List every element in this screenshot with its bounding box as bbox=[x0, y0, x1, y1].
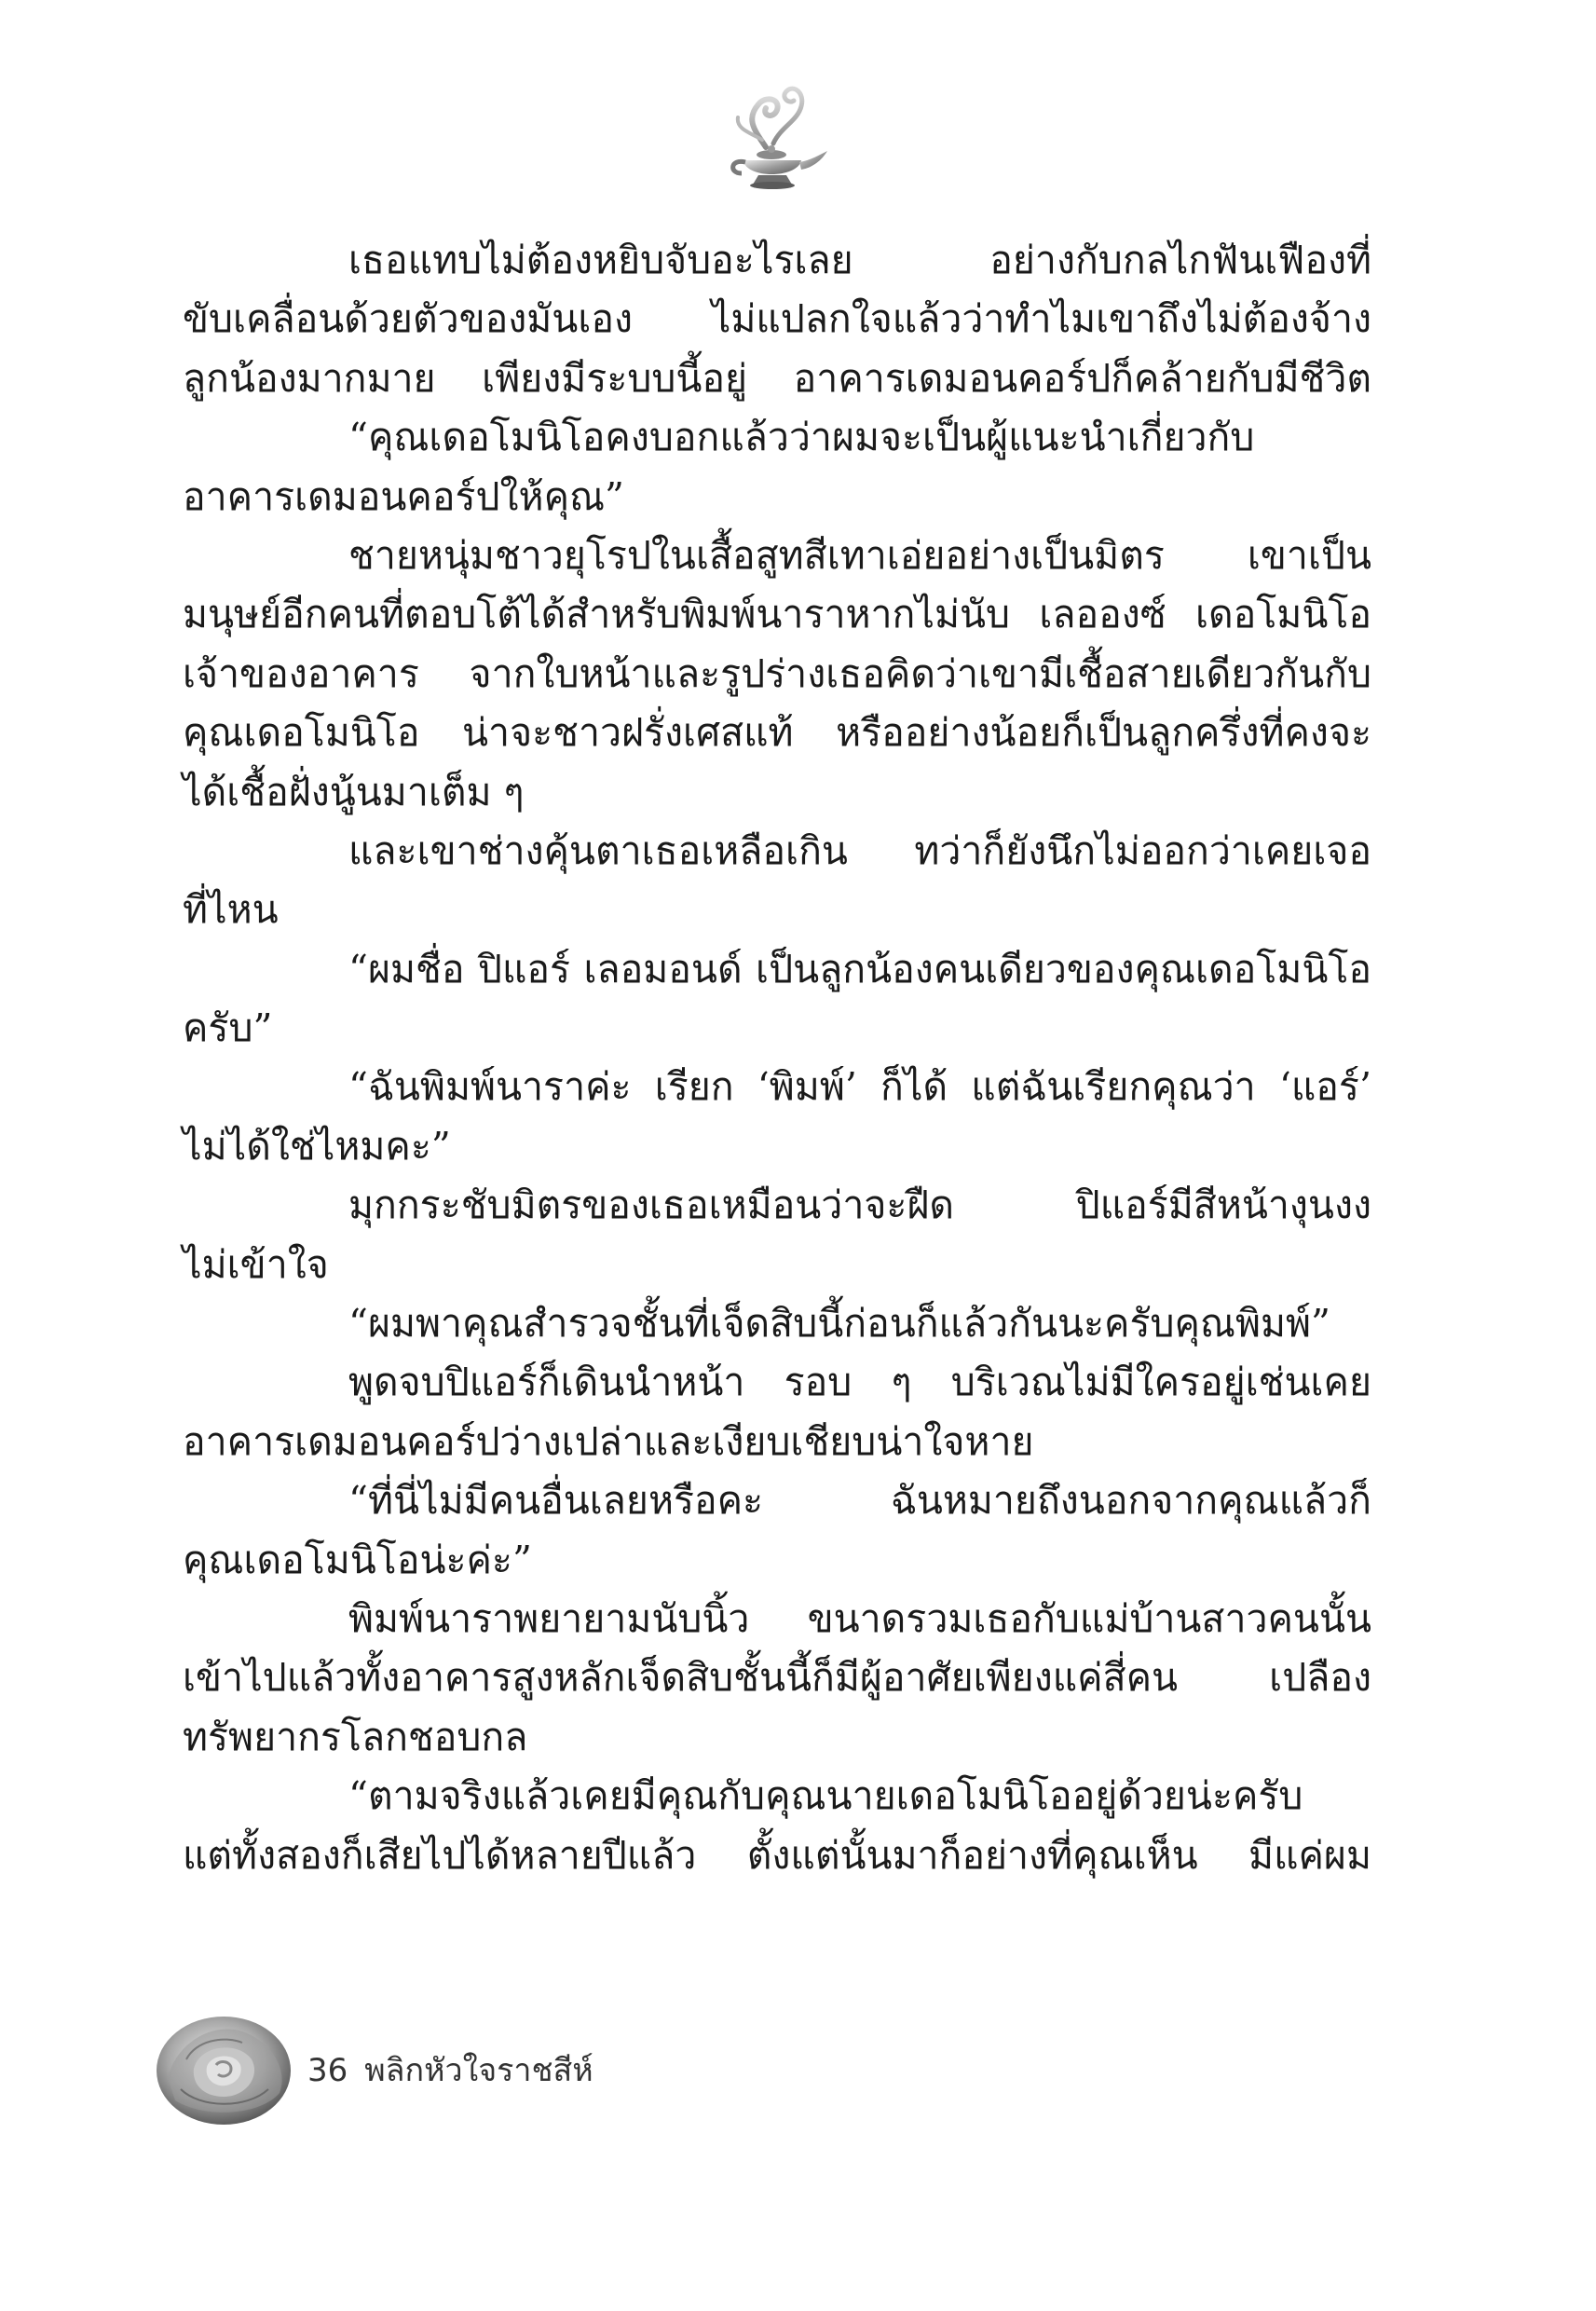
text-line: ไม่เข้าใจ bbox=[183, 1241, 329, 1287]
text-line: อาคารเดมอนคอร์ปว่างเปล่าและเงียบเชียบน่าใจหาย bbox=[183, 1418, 1034, 1464]
text-line: พูดจบปิแอร์ก็เดินนำหน้า รอบ ๆ บริเวณไม่มีใครอยู่เช่นเคย bbox=[348, 1360, 1371, 1405]
text-line: คุณเดอโมนิโอน่ะค่ะ” bbox=[183, 1537, 532, 1582]
text-line: พิมพ์นาราพยายามนับนิ้ว ขนาดรวมเธอกับแม่บ้านสาวคนนั้น bbox=[348, 1595, 1371, 1641]
text-line: ขับเคลื่อนด้วยตัวของมันเอง ไม่แปลกใจแล้วว่าทำไมเขาถึงไม่ต้องจ้าง bbox=[183, 296, 1371, 342]
text-line: แต่ทั้งสองก็เสียไปได้หลายปีแล้ว ตั้งแต่นั้นมาก็อย่างที่คุณเห็น มีแค่ผม bbox=[183, 1832, 1371, 1878]
text-line: “ที่นี่ไม่มีคนอื่นเลยหรือคะ ฉันหมายถึงนอกจากคุณแล้วก็ bbox=[348, 1478, 1371, 1524]
text-line: และเขาช่างคุ้นตาเธอเหลือเกิน ทว่าก็ยังนึกไม่ออกว่าเคยเจอ bbox=[348, 827, 1371, 873]
text-line: เจ้าของอาคาร จากใบหน้าและรูปร่างเธอคิดว่าเขามีเชื้อสายเดียวกันกับ bbox=[183, 650, 1371, 696]
text-line: เข้าไปแล้วทั้งอาคารสูงหลักเจ็ดสิบชั้นนี้ก็มีผู้อาศัยเพียงแค่สี่คน เปลือง bbox=[183, 1655, 1371, 1701]
text-line: ครับ” bbox=[183, 1005, 273, 1051]
text-line: อาคารเดมอนคอร์ปให้คุณ” bbox=[183, 473, 625, 519]
text-line: เธอแทบไม่ต้องหยิบจับอะไรเลย อย่างกับกลไกฟันเฟืองที่ bbox=[348, 238, 1371, 282]
text-line: “ตามจริงแล้วเคยมีคุณกับคุณนายเดอโมนิโออยู่ด้วยน่ะครับ bbox=[348, 1773, 1303, 1819]
text-line: ไม่ได้ใช่ไหมคะ” bbox=[183, 1123, 451, 1169]
text-line: “ผมพาคุณสำรวจชั้นที่เจ็ดสิบนี้ก่อนก็แล้วกันนะครับคุณพิมพ์” bbox=[348, 1301, 1331, 1347]
text-line: ทรัพยากรโลกชอบกล bbox=[183, 1714, 528, 1759]
magic-lamp-icon bbox=[708, 75, 839, 205]
page-number: 36 bbox=[307, 2052, 348, 2089]
text-line: ลูกน้องมากมาย เพียงมีระบบนี้อยู่ อาคารเดมอนคอร์ปก็คล้ายกับมีชีวิต bbox=[183, 355, 1371, 401]
rose-icon bbox=[149, 2003, 298, 2134]
text-line: “ฉันพิมพ์นาราค่ะ เรียก ‘พิมพ์’ ก็ได้ แต่ฉันเรียกคุณว่า ‘แอร์’ bbox=[348, 1064, 1371, 1110]
text-line: มุกกระชับมิตรของเธอเหมือนว่าจะฝืด ปิแอร์มีสีหน้างุนงง bbox=[348, 1183, 1371, 1228]
text-line: คุณเดอโมนิโอ น่าจะชาวฝรั่งเศสแท้ หรืออย่างน้อยก็เป็นลูกครึ่งที่คงจะ bbox=[183, 710, 1371, 756]
folio bbox=[307, 2044, 593, 2095]
body-text bbox=[183, 231, 1371, 1885]
text-line: มนุษย์อีกคนที่ตอบโต้ได้สำหรับพิมพ์นาราหากไม่นับ เลอองซ์ เดอโมนิโอ bbox=[183, 592, 1371, 637]
text-line: ชายหนุ่มชาวยุโรปในเสื้อสูทสีเทาเอ่ยอย่างเป็นมิตร เขาเป็น bbox=[348, 532, 1371, 578]
text-line: ที่ไหน bbox=[183, 887, 279, 933]
text-line: “คุณเดอโมนิโอคงบอกแล้วว่าผมจะเป็นผู้แนะนำเกี่ยวกับ bbox=[348, 415, 1255, 460]
page-footer bbox=[149, 2003, 801, 2134]
text-line: “ผมชื่อ ปิแอร์ เลอมอนด์ เป็นลูกน้องคนเดียวของคุณเดอโมนิโอ bbox=[348, 946, 1371, 991]
text-line: ได้เชื้อฝั่งนู้นมาเต็ม ๆ bbox=[183, 769, 525, 814]
book-title: พลิกหัวใจราชสีห์ bbox=[364, 2052, 593, 2089]
